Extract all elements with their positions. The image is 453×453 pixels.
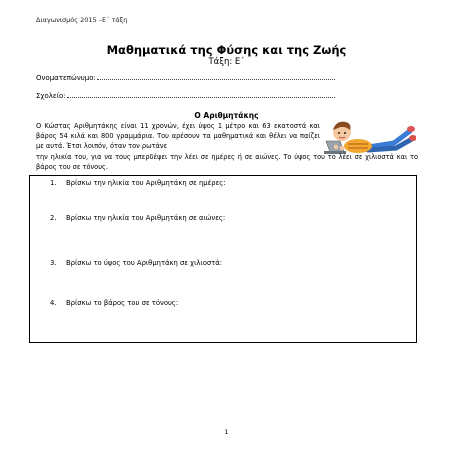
name-label: Ονοματεπώνυμο: bbox=[36, 74, 96, 82]
question-number: 1. bbox=[50, 179, 57, 187]
page-title: Μαθηματικά της Φύσης και της Ζωής bbox=[106, 43, 347, 57]
name-field bbox=[36, 74, 336, 82]
questions-box bbox=[29, 175, 417, 343]
question-1 bbox=[50, 179, 226, 187]
school-label: Σχολείο: bbox=[36, 92, 66, 100]
question-number: 4. bbox=[50, 299, 57, 307]
name-dotted-line bbox=[97, 78, 336, 80]
question-number: 3. bbox=[50, 259, 57, 267]
header-note: Διαγωνισμός 2015 –Ε΄ τάξη bbox=[36, 16, 128, 24]
story-paragraph-bottom: την ηλικία του, για να τους μπερδέψει την λέει σε ημέρες ή σε αιώνες. Το ύψος του το λέει σε χιλιοστά και το βάρος του σε τόνους. bbox=[36, 153, 418, 172]
story-paragraph-top: Ο Κώστας Αριθμητάκης είναι 11 χρονών, έχει ύψος 1 μέτρο και 63 εκατοστά και βάρος 54 κιλά και 800 γραμμάρια. Του αρέσουν τα μαθηματικά και θέλει να παίζει με αυτά. Έτσι λοιπόν, όταν τον ρωτάνε bbox=[36, 122, 320, 151]
grade-subtitle: Τάξη: Ε΄ bbox=[208, 57, 245, 67]
question-3 bbox=[50, 259, 222, 267]
question-text: Βρίσκω το βάρος του σε τόνους: bbox=[66, 299, 179, 307]
question-text: Βρίσκω το ύψος του Αριθμητάκη σε χιλιοστά: bbox=[66, 259, 223, 267]
question-number: 2. bbox=[50, 214, 57, 222]
school-field bbox=[36, 92, 336, 100]
question-2 bbox=[50, 214, 225, 222]
question-text: Βρίσκω την ηλικία του Αριθμητάκη σε αιώνες: bbox=[66, 214, 226, 222]
page-number: 1 bbox=[224, 428, 229, 436]
story-title: Ο Αριθμητάκης bbox=[194, 111, 259, 120]
boy-with-laptop-icon bbox=[324, 117, 416, 157]
school-dotted-line bbox=[67, 96, 336, 98]
question-4 bbox=[50, 299, 178, 307]
question-text: Βρίσκω την ηλικία του Αριθμητάκη σε ημέρες: bbox=[66, 179, 226, 187]
